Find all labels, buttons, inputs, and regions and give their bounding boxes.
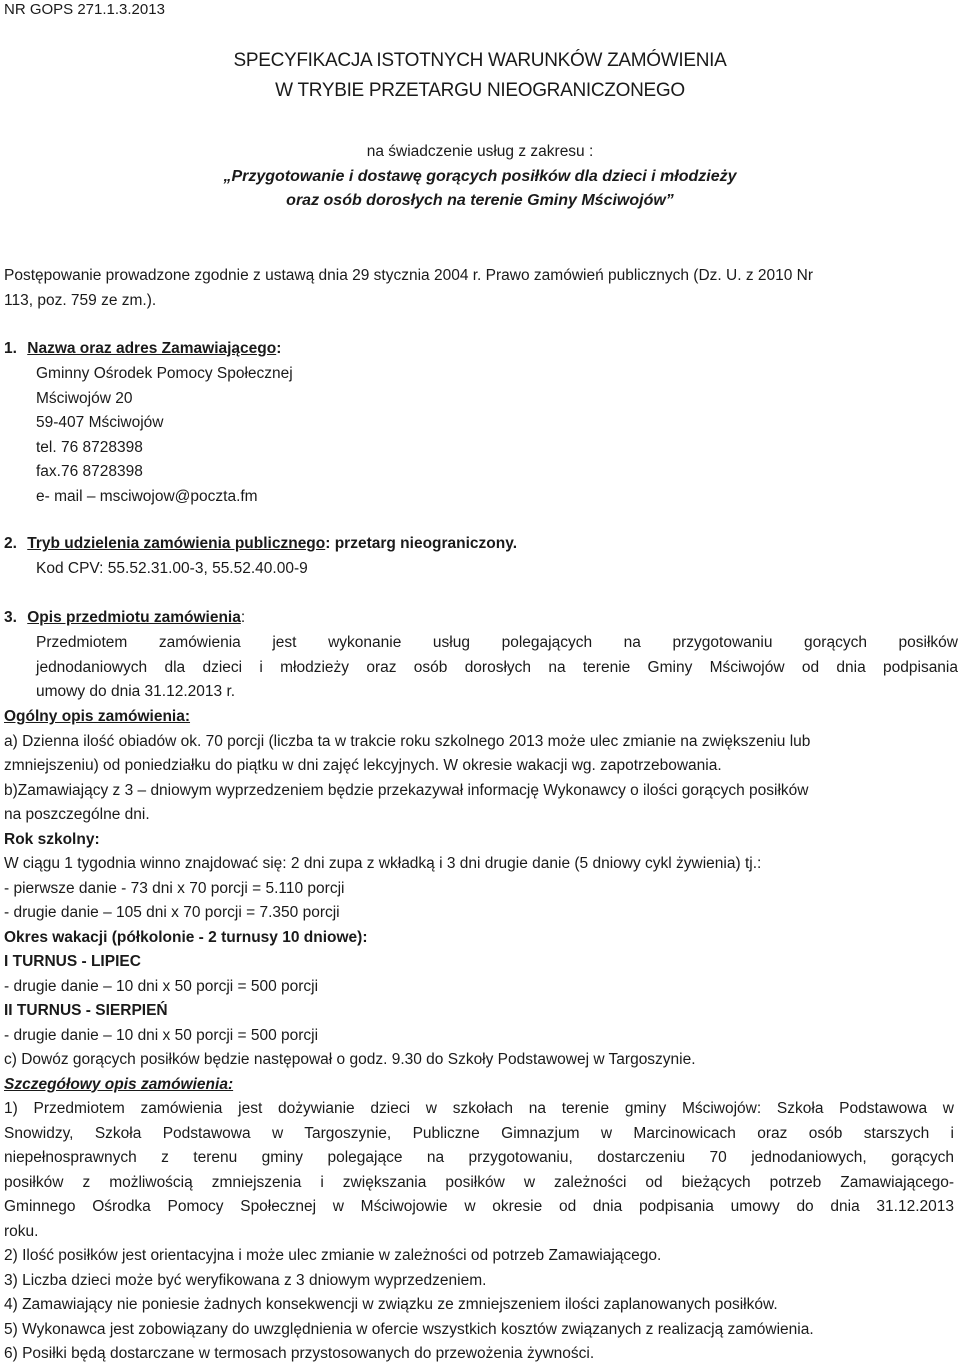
desc-line-1: Przedmiotem zamówienia jest wykonanie usług polegających na przygotowaniu gorących posiłków — [36, 634, 958, 651]
turnus-1-text: - drugie danie – 10 dni x 50 porcji = 500 porcji — [4, 977, 319, 995]
detail-1-line-1: 1) Przedmiotem zamówienia jest dożywianie dzieci w szkołach na terenie gminy Mściwojów: Szkoła Podstawowa w — [4, 1100, 954, 1117]
detail-1-line-5: Gminnego Ośrodka Pomocy Społecznej w Mściwojowie w okresie od dnia podpisania umowy do dnia 31.12.2013 — [4, 1198, 954, 1215]
section-1-colon: : — [276, 340, 282, 357]
section-1-number: 1. — [4, 340, 17, 357]
title-line-1: SPECYFIKACJA ISTOTNYCH WARUNKÓW ZAMÓWIENIA — [233, 50, 727, 71]
detail-1-line-4: posiłków z możliwością zmniejszenia i zwiększania posiłków w zależności od bieżących potrzeb Zamawiającego- — [4, 1173, 954, 1191]
document-reference: NR GOPS 271.1.3.2013 — [4, 1, 165, 18]
item-a-line-1: a) Dzienna ilość obiadów ok. 70 porcji (liczba ta w trakcie roku szkolnego 2013 może ulec zmianie na zwiększeniu lub — [4, 732, 811, 750]
section-2-heading — [4, 532, 954, 557]
contracting-authority-address — [36, 362, 958, 509]
turnus-1-heading: I TURNUS - LIPIEC — [4, 953, 141, 970]
detailed-description-heading: Szczegółowy opis zamówienia: — [4, 1075, 234, 1093]
section-2-number: 2. — [4, 535, 17, 552]
item-a-line-2: zmniejszeniu) od poniedziałku do piątku w dni zajęć lekcyjnych. W okresie wakacji wg. zapotrzebowania. — [4, 757, 722, 774]
school-year-first-course: - pierwsze danie - 73 dni x 70 porcji = 5.110 porcji — [4, 879, 345, 897]
school-year-second-course: - drugie danie – 105 dni x 70 porcji = 7.350 porcji — [4, 904, 340, 921]
section-1-heading — [4, 337, 954, 362]
item-b-line-2: na poszczególne dni. — [4, 806, 150, 823]
detail-1-line-2: Snowidzy, Szkoła Podstawowa w Targoszynie, Publiczne Gimnazjum w Marcinowicach oraz osób starszych i — [4, 1124, 954, 1142]
detail-2: 2) Ilość posiłków jest orientacyjna i może ulec zmianie w zależności od potrzeb Zamawiającego. — [4, 1247, 662, 1264]
street-address: Mściwojów 20 — [36, 389, 133, 407]
general-description-heading: Ogólny opis zamówienia: — [4, 708, 191, 725]
legal-basis-line-2: 113, poz. 759 ze zm.). — [4, 291, 157, 309]
section-3-colon: : — [240, 609, 246, 626]
title-line-2: W TRYBIE PRZETARGU NIEOGRANICZONEGO — [275, 80, 685, 101]
org-name: Gminny Ośrodek Pomocy Społecznej — [36, 365, 293, 382]
turnus-2-text: - drugie danie – 10 dni x 50 porcji = 500 porcji — [4, 1026, 319, 1044]
subject-intro: na świadczenie usług z zakresu : — [366, 143, 594, 160]
desc-line-3: umowy do dnia 31.12.2013 r. — [36, 683, 236, 700]
section-1-title: Nazwa oraz adres Zamawiającego — [27, 340, 277, 357]
email: e- mail – msciwojow@poczta.fm — [36, 487, 258, 505]
detail-1-line-6: roku. — [4, 1222, 39, 1240]
subject-line-2: oraz osób dorosłych na terenie Gminy Mściwojów” — [286, 192, 674, 209]
school-year-heading: Rok szkolny: — [4, 830, 100, 848]
postal-city: 59-407 Mściwojów — [36, 414, 164, 431]
fax: fax.76 8728398 — [36, 463, 143, 480]
section-3-heading — [4, 606, 954, 631]
legal-basis-line-1: Postępowanie prowadzone zgodnie z ustawą dnia 29 stycznia 2004 r. Prawo zamówień publicznych (Dz. U. z 2010 Nr — [4, 267, 814, 284]
section-3-title: Opis przedmiotu zamówienia — [27, 609, 241, 626]
subject-line-1: „Przygotowanie i dostawę gorących posiłków dla dzieci i młodzieży — [223, 168, 737, 185]
legal-basis — [4, 264, 954, 313]
section-2-rest: : przetarg nieograniczony. — [325, 535, 518, 552]
detail-6: 6) Posiłki będą dostarczane w termosach przystosowanych do przewożenia żywności. — [4, 1345, 595, 1362]
school-year-text: W ciągu 1 tygodnia winno znajdować się: 2 dni zupa z wkładką i 3 dni drugie danie (5 dniowy cykl żywienia) tj.: — [4, 855, 762, 872]
item-b-line-1: b)Zamawiający z 3 – dniowym wyprzedzeniem będzie przekazywał informację Wykonawcy o ilości gorących posiłków — [4, 781, 809, 799]
section-3-description — [36, 631, 958, 705]
cpv-code: Kod CPV: 55.52.31.00-3, 55.52.40.00-9 — [36, 560, 308, 577]
turnus-2-heading: II TURNUS - SIERPIEŃ — [4, 1002, 168, 1019]
detail-5: 5) Wykonawca jest zobowiązany do uwzględnienia w ofercie wszystkich kosztów związanych z realizacją zamówienia. — [4, 1320, 814, 1338]
detail-1-line-3: niepełnosprawnych z terenu gminy polegające na przygotowaniu, dostarczeniu 70 jednodaniowych, gorących — [4, 1149, 954, 1166]
phone: tel. 76 8728398 — [36, 438, 143, 456]
detail-4: 4) Zamawiający nie poniesie żadnych konsekwencji w związku ze zmniejszeniem ilości zaplanowanych posiłków. — [4, 1296, 778, 1313]
section-2-title: Tryb udzielenia zamówienia publicznego — [27, 535, 326, 552]
holiday-heading: Okres wakacji (półkolonie - 2 turnusy 10 dniowe): — [4, 928, 368, 946]
general-description — [4, 705, 954, 1367]
section-3-number: 3. — [4, 609, 17, 626]
item-c: c) Dowóz gorących posiłków będzie następował o godz. 9.30 do Szkoły Podstawowej w Targoszynie. — [4, 1051, 696, 1068]
desc-line-2: jednodaniowych dla dzieci i młodzieży oraz osób dorosłych na terenie Gminy Mściwojów od dnia podpisania — [36, 658, 958, 676]
detail-3: 3) Liczba dzieci może być weryfikowana z 3 dniowym wyprzedzeniem. — [4, 1271, 487, 1289]
